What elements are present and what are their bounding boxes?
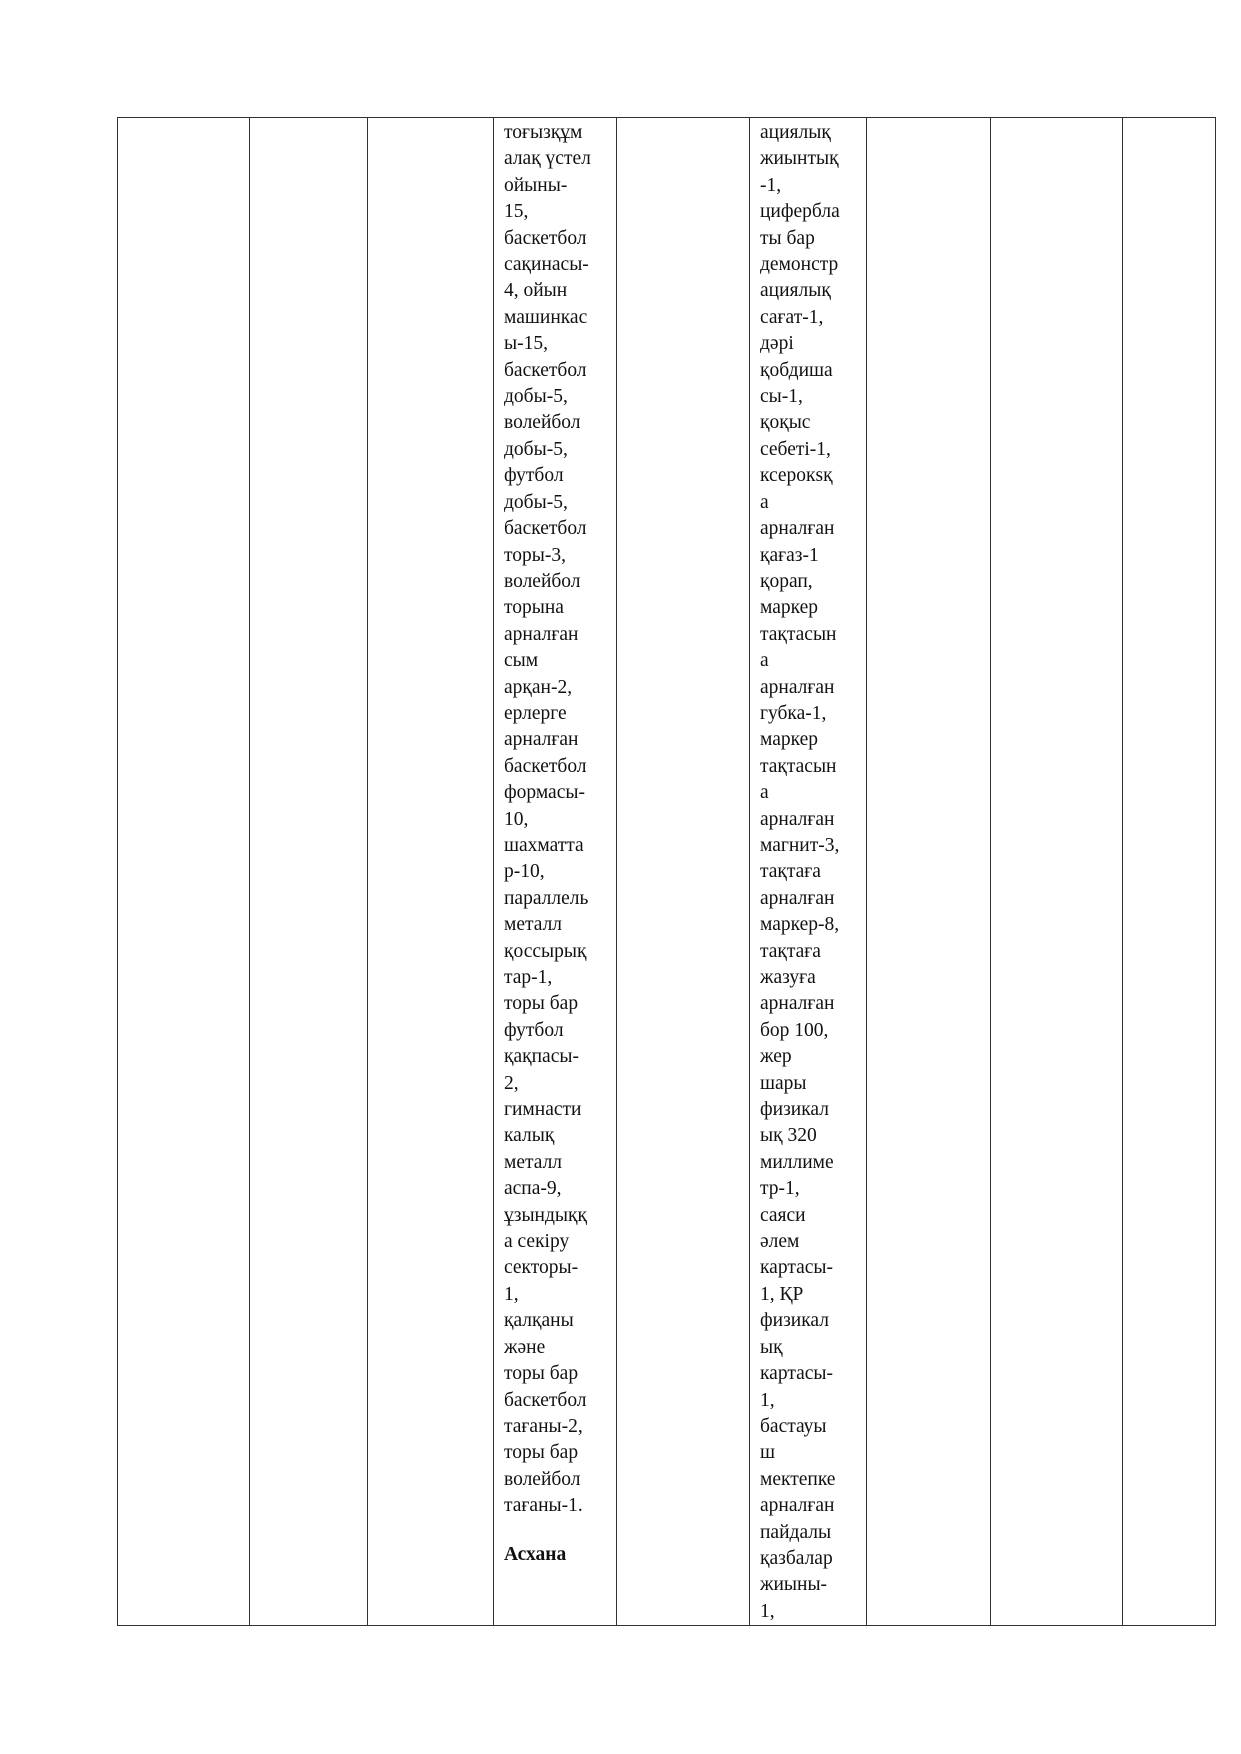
table-cell-col8 [991,118,1123,1626]
table-cell-col5 [617,118,750,1626]
table-cell-col6 [750,118,867,1626]
table-cell-col9 [1123,118,1216,1626]
table-cell-col2 [250,118,368,1626]
equipment-list-col6: ациялық жиынтық -1, циферблa ты бар демонстр ациялық сағат-1, дәрі қобдиша сы-1, қоқыс себеті-1, ксерокsқ а арналған қағаз-1 қорап, маркер тақтасын а арналған губка-1, маркер тақтасын а арналған магнит-3, тақтаға арналған маркер-8, тақтаға жазуға арналған бор 100, жер шары физикал ық 320 миллиме тр-1, саяси әлем картасы- 1, ҚР физикал ық картасы- 1, бастауы ш мектепке арналған пайдалы қазбалар жиыны- 1, [760,122,840,1622]
section-heading-canteen: Асхана [504,1543,567,1565]
table-cell-col7 [867,118,991,1626]
table-cell-col4 [494,118,617,1626]
table-cell-col3 [368,118,494,1626]
table-row [118,118,1216,1626]
equipment-table [117,117,1216,1626]
table-cell-col1 [118,118,250,1626]
equipment-list-col4: тоғызқұм алақ үстел ойыны- 15, баскетбол сақинасы- 4, ойын машинкас ы-15, баскетбол добы-5, волейбол добы-5, футбол добы-5, баскетбол торы-3, волейбол торына арналған сым арқан-2, ерлерге арналған баскетбол формасы- 10, шахматта р-10, параллель металл қоссырық тар-1, торы бар футбол қақпасы- 2, гимнасти калық металл аспа-9, ұзындыққ а секіру секторы- 1, қалқаны және торы бар баскетбол тағаны-2, торы бар волейбол тағаны-1. [504,122,591,1517]
